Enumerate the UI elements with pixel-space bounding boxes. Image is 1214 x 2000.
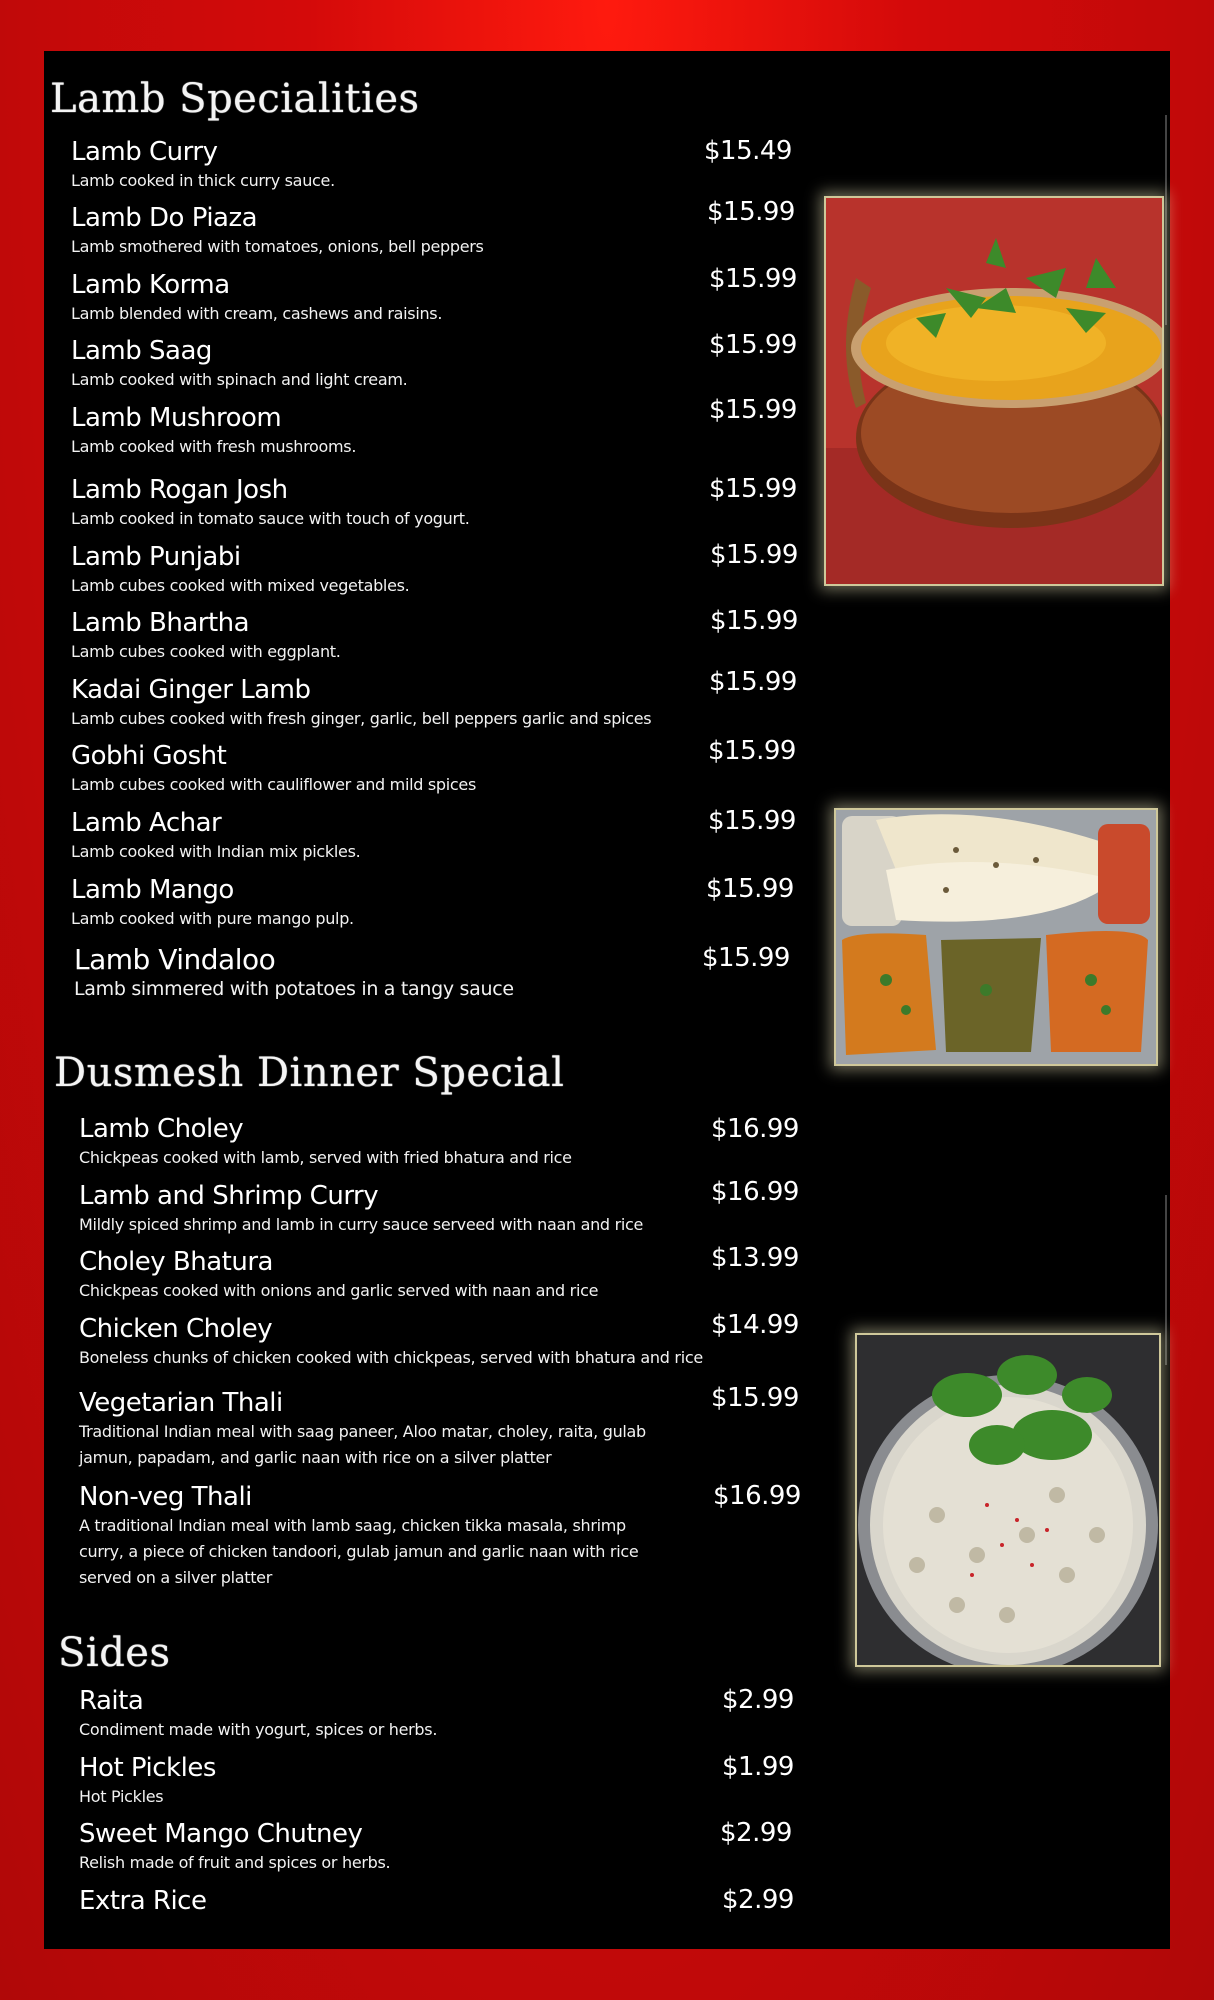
item-description: Lamb simmered with potatoes in a tangy sauce [74,978,514,1000]
menu-item [71,807,360,865]
thali-platter-photo [834,808,1158,1066]
item-description: Lamb cubes cooked with fresh ginger, garlic, bell peppers garlic and spices [71,709,652,728]
item-name: Lamb Mushroom [71,403,282,433]
item-price: $15.99 [706,874,794,904]
item-price: $14.99 [711,1310,799,1340]
item-description: Chickpeas cooked with onions and garlic served with naan and rice [79,1281,599,1300]
item-name: Vegetarian Thali [79,1388,283,1418]
menu-item [71,474,470,532]
item-price: $2.99 [720,1818,792,1848]
lamb-curry-bowl-photo [824,196,1164,586]
item-description: Lamb cooked in thick curry sauce. [71,171,335,190]
item-name: Gobhi Gosht [71,741,227,771]
menu-item [79,1818,390,1876]
item-name: Lamb Rogan Josh [71,475,288,505]
item-name: Lamb Saag [71,336,212,366]
menu-item [71,674,651,732]
item-price: $15.99 [709,474,797,504]
menu-item [71,740,476,798]
item-name: Choley Bhatura [79,1247,273,1277]
panel-edge-line [1165,115,1167,325]
raita-bowl-photo [855,1333,1161,1667]
menu-item [79,1885,206,1917]
menu-item [79,1180,643,1238]
item-description: Lamb cooked with fresh mushrooms. [71,437,357,456]
menu-item [71,335,407,393]
menu-item [71,874,354,932]
item-price: $15.99 [710,606,798,636]
item-description: Lamb cooked with spinach and light cream. [71,370,408,389]
item-name: Kadai Ginger Lamb [71,675,311,705]
item-name: Sweet Mango Chutney [79,1819,363,1849]
item-name: Hot Pickles [79,1753,216,1783]
item-description: Lamb cooked in tomato sauce with touch of yogurt. [71,509,470,528]
item-name: Extra Rice [79,1886,207,1916]
item-name: Lamb Korma [71,270,230,300]
item-description: Traditional Indian meal with saag paneer, Aloo matar, choley, raita, gulab jamun, papadam, and garlic naan with rice on a silver platter [79,1422,646,1467]
item-name: Lamb Vindaloo [74,943,276,976]
item-price: $15.49 [704,136,792,166]
item-price: $15.99 [702,943,790,973]
item-description: Lamb cubes cooked with mixed vegetables. [71,576,410,595]
item-description: Mildly spiced shrimp and lamb in curry sauce serveed with naan and rice [79,1215,644,1234]
section-title-lamb-specialities: Lamb Specialities [50,76,420,122]
menu-item [74,944,514,1002]
panel-edge-line [1165,1195,1167,1365]
menu-item [71,541,409,599]
item-price: $16.99 [711,1114,799,1144]
item-price: $16.99 [711,1177,799,1207]
item-price: $15.99 [710,540,798,570]
item-description: Lamb blended with cream, cashews and raisins. [71,304,443,323]
item-price: $15.99 [709,667,797,697]
item-price: $15.99 [711,1383,799,1413]
item-price: $13.99 [711,1243,799,1273]
item-name: Lamb Curry [71,137,218,167]
item-name: Chicken Choley [79,1314,273,1344]
menu-item [79,1685,437,1743]
menu-item [71,607,341,665]
item-price: $15.99 [709,264,797,294]
menu-item [79,1313,703,1371]
item-name: Raita [79,1686,144,1716]
item-name: Lamb Achar [71,808,222,838]
item-description: Boneless chunks of chicken cooked with chickpeas, served with bhatura and rice [79,1348,703,1367]
item-price: $16.99 [713,1481,801,1511]
item-description: Lamb cubes cooked with eggplant. [71,642,341,661]
menu-item [79,1387,679,1471]
item-name: Lamb Punjabi [71,542,241,572]
item-name: Lamb Mango [71,875,234,905]
item-description: Chickpeas cooked with lamb, served with fried bhatura and rice [79,1148,572,1167]
item-price: $1.99 [722,1752,794,1782]
item-price: $2.99 [722,1885,794,1915]
menu-item [71,202,484,260]
item-description: Condiment made with yogurt, spices or herbs. [79,1720,438,1739]
item-price: $15.99 [708,736,796,766]
item-name: Lamb and Shrimp Curry [79,1181,379,1211]
item-price: $15.99 [708,806,796,836]
menu-item [79,1481,659,1591]
section-title-dinner-special: Dusmesh Dinner Special [54,1050,565,1096]
menu-item [71,136,335,194]
item-description: Lamb smothered with tomatoes, onions, bell peppers [71,237,484,256]
item-description: A traditional Indian meal with lamb saag, chicken tikka masala, shrimp curry, a piece of chicken tandoori, gulab jamun and garlic naan with rice served on a silver platter [79,1516,639,1587]
item-description: Lamb cubes cooked with cauliflower and mild spices [71,775,477,794]
item-name: Lamb Bhartha [71,608,250,638]
section-title-sides: Sides [58,1630,171,1676]
item-description: Lamb cooked with Indian mix pickles. [71,842,361,861]
item-price: $2.99 [722,1685,794,1715]
item-description: Hot Pickles [79,1787,164,1806]
item-price: $15.99 [707,197,795,227]
item-description: Relish made of fruit and spices or herbs. [79,1853,391,1872]
menu-item [79,1752,216,1810]
item-name: Non-veg Thali [79,1482,252,1512]
menu-item [71,269,442,327]
item-name: Lamb Do Piaza [71,203,258,233]
menu-item [71,402,356,460]
menu-item [79,1113,572,1171]
item-price: $15.99 [709,330,797,360]
item-name: Lamb Choley [79,1114,244,1144]
menu-item [79,1246,598,1304]
item-description: Lamb cooked with pure mango pulp. [71,909,354,928]
item-price: $15.99 [709,395,797,425]
